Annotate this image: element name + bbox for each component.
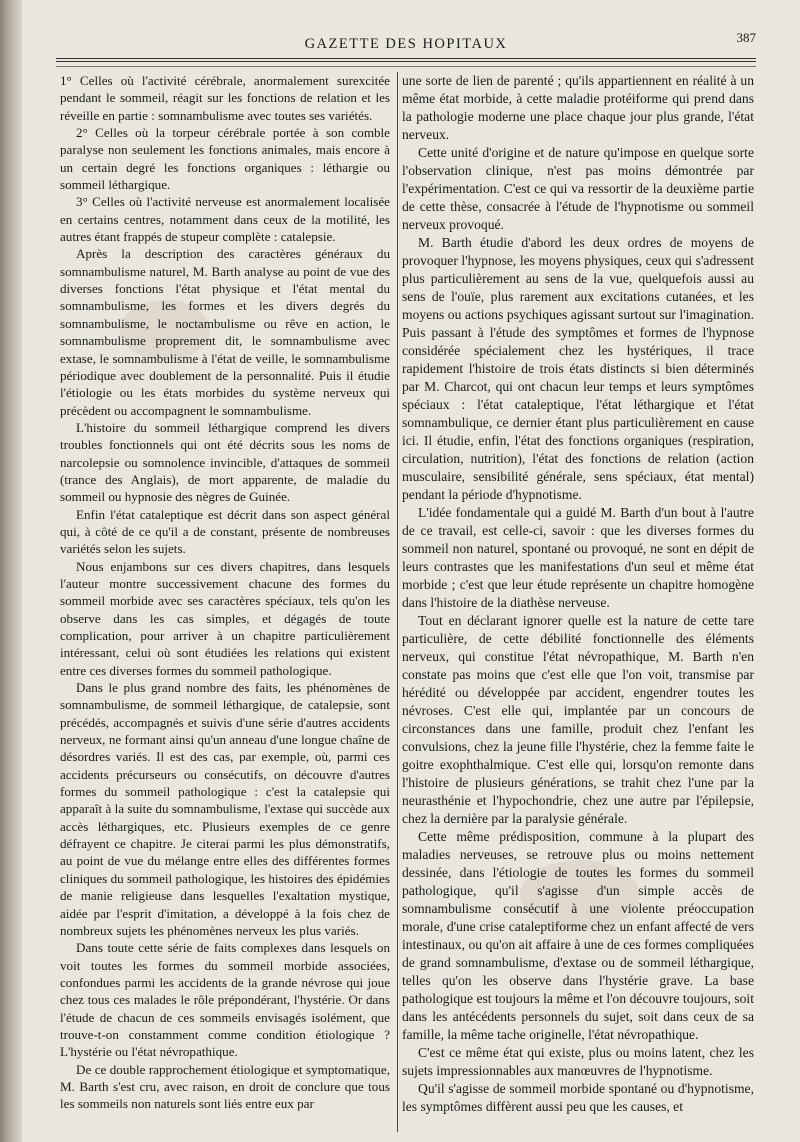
paragraph: Dans toute cette série de faits complexes dans lesquels on voit toutes les formes du sommeil morbide associées, confondues parmi les accidents de la grande névrose qui joue chez tous ces malades le rôle prépondérant, l'hystérie. Or dans l'étude de chacun de ces sommeils envisagés isolément, que trouve-t-on constamment comme condition étiologique ? L'hystérie ou l'état névropathique. xyxy=(60,940,390,1060)
header-rule xyxy=(56,66,756,67)
paragraph: Dans le plus grand nombre des faits, les phénomènes de somnambulisme, de sommeil léthargique, de catalepsie, sont précédés, accompagnés et suivis d'une série d'autres accidents nerveux, ne formant ainsi qu'un anneau d'une longue chaîne de désordres variés. Il est des cas, par exemple, où, parmi ces accidents précurseurs ou consécutifs, on découvre d'autres formes du sommeil pathologique : c'est la catalepsie qui apparaît à la suite du somnambulisme, l'extase qui succède aux accès léthargiques, etc. Plusieurs exemples de ce genre défrayent ce chapitre. Je citerai parmi les plus démonstratifs, au point de vue du mélange entre elles des différentes formes cliniques du sommeil pathologique, les histoires des épidémies de manie religieuse dans lesquelles l'exaltation mystique, aidée par l'esprit d'imitation, a développé à la fois chez de nombreux sujets les phénomènes nerveux les plus variés. xyxy=(60,680,390,938)
paragraph: M. Barth étudie d'abord les deux ordres de moyens de provoquer l'hypnose, les moyens physiques, ceux qui s'adressent plus particulièrement au sens de la vue, quelquefois aussi au sens de l'ouïe, plus rarement aux excitations cutanées, et les moyens ou actions psychiques agissant surtout sur l'imagination. Puis passant à l'étude des symptômes et formes de l'hypnose considérée spécialement chez les hystériques, il trace rapidement l'histoire de trois états distincts si bien déterminés par M. Charcot, qui ont chacun leur temps et leurs symptômes spéciaux : l'état cataleptique, l'état léthargique et l'état somnambulique, ce dernier étant plus particulièrement en cause ici. Il étudie, enfin, l'état des fonctions organiques (respiration, circulation, nutrition), l'état des fonctions de relation (action musculaire, sensibilité générale, sens spéciaux, état mental) pendant la période d'hypnotisme. xyxy=(402,235,754,502)
paragraph: Nous enjambons sur ces divers chapitres, dans lesquels l'auteur montre successivement chacune des formes du sommeil morbide avec ses caractères spéciaux, tels qu'on les observe dans les cas simples, et dégagés de toute complication, pour arriver à un chapitre particulièrement intéressant, celui où sont étudiées les relations qui existent entre ces diverses formes du sommeil pathologique. xyxy=(60,558,390,678)
page-binding-edge xyxy=(0,0,22,1142)
paragraph: une sorte de lien de parenté ; qu'ils appartiennent en réalité à un même état morbide, à cette maladie protéiforme qui prend dans la pathologie moderne une place chaque jour plus grande, l'état nerveux. xyxy=(402,73,754,142)
paragraph: Tout en déclarant ignorer quelle est la nature de cette tare particulière, de cette débilité fonctionnelle des éléments nerveux, qui constitue l'état névropathique, M. Barth n'en constate pas moins que c'est elle que l'on voit, transmise par hérédité ou développée par accident, engendrer toutes les névroses. C'est elle qui, implantée par un concours de circonstances dans une famille, produit chez l'enfant les convulsions, chez la jeune fille l'hystérie, chez la femme faite le goitre exophthalmique. C'est elle qui, lorsqu'on remonte dans l'histoire de plusieurs générations, se trahit chez l'une par la neurasthénie et l'hypochondrie, chez une autre par l'épilepsie, chez la dernière par la paralysie générale. xyxy=(402,613,754,826)
paragraph: Cette même prédisposition, commune à la plupart des maladies nerveuses, se retrouve plus ou moins nettement dessinée, dans l'étiologie de toutes les formes du sommeil pathologique, qu'il s'agisse d'un simple accès de somnambulisme consécutif à une violente préoccupation morale, d'une crise cataleptiforme chez un enfant affecté de vers intestinaux, ou qu'on ait affaire à une de ces formes compliquées de grand somnambulisme, d'extase ou de sommeil léthargique, telles qu'on les observe dans l'hystérie grave. La base pathologique est toujours la même et l'on découvre toujours, soit dans les antécédents personnels du sujet, soit dans ceux de sa famille, la même tache originelle, l'état névropathique. xyxy=(402,829,754,1042)
running-title: GAZETTE DES HOPITAUX xyxy=(304,36,508,52)
page-number: 387 xyxy=(736,30,756,45)
page-header xyxy=(56,30,756,54)
paragraph: L'histoire du sommeil léthargique comprend les divers troubles fonctionnels qui ont été décrits sous les noms de narcolepsie ou somnolence invincible, d'attaques de sommeil (trance des Anglais), de mort apparente, de maladie du sommeil ou hypnosie des nègres de Guinée. xyxy=(60,419,390,505)
paragraph: Qu'il s'agisse de sommeil morbide spontané ou d'hypnotisme, les symptômes diffèrent aussi peu que les causes, et xyxy=(402,1081,754,1114)
paragraph: Cette unité d'origine et de nature qu'impose en quelque sorte l'observation clinique, n'est pas moins démontrée par l'expérimentation. C'est ce qui va ressortir de la deuxième partie de cette thèse, consacrée à l'étude de l'hypnotisme ou sommeil nerveux provoqué. xyxy=(402,145,754,232)
column-divider xyxy=(397,72,398,1132)
paragraph: De ce double rapprochement étiologique et symptomatique, M. Barth s'est cru, avec raison, en droit de conclure que tous les sommeils non naturels sont liés entre eux par xyxy=(60,1061,390,1112)
left-column xyxy=(60,72,390,1134)
header-rule xyxy=(56,58,756,59)
paragraph: C'est ce même état qui existe, plus ou moins latent, chez les sujets impressionnables aux manœuvres de l'hypnotisme. xyxy=(402,1045,754,1078)
paragraph: 2° Celles où la torpeur cérébrale portée à son comble paralyse non seulement les fonctions animales, mais encore à un certain degré les fonctions organiques : léthargie ou sommeil léthargique. xyxy=(60,125,390,193)
paragraph: 1° Celles où l'activité cérébrale, anormalement surexcitée pendant le sommeil, réagit sur les fonctions de relation et les réveille en partie : somnambulisme avec toutes ses variétés. xyxy=(60,73,390,123)
paragraph: Après la description des caractères généraux du somnambulisme naturel, M. Barth analyse au point de vue des diverses fonctions l'état physique et l'état mental du somnambulisme, les formes et les divers degrés du somnambulisme, le noctambulisme ou rêve en action, le somnambulisme proprement dit, le somnambulisme avec extase, le somnambulisme à l'état de veille, le somnambulisme périodique avec doublement de la personnalité. Puis il étudie l'étiologie ou les états morbides du système nerveux qui précèdent ou accompagnent le somnambulisme. xyxy=(60,246,390,418)
right-column xyxy=(402,72,754,1134)
paragraph: L'idée fondamentale qui a guidé M. Barth d'un bout à l'autre de ce travail, est celle-ci, savoir : que les diverses formes du sommeil non naturel, spontané ou provoqué, ne sont en dépit de leurs contrastes que les manifestations d'un seul et même état morbide ; c'est que leur étude représente un chapitre homogène dans l'histoire de la diathèse nerveuse. xyxy=(402,505,754,610)
paragraph: Enfin l'état cataleptique est décrit dans son aspect général qui, à côté de ce qu'il a de constant, présente de nombreuses variétés selon les sujets. xyxy=(60,506,390,557)
paragraph: 3° Celles où l'activité nerveuse est anormalement localisée en certains centres, notamment dans ceux de la motilité, les autres étant frappés de stupeur complète : catalepsie. xyxy=(60,194,390,245)
header-rule xyxy=(56,61,756,62)
